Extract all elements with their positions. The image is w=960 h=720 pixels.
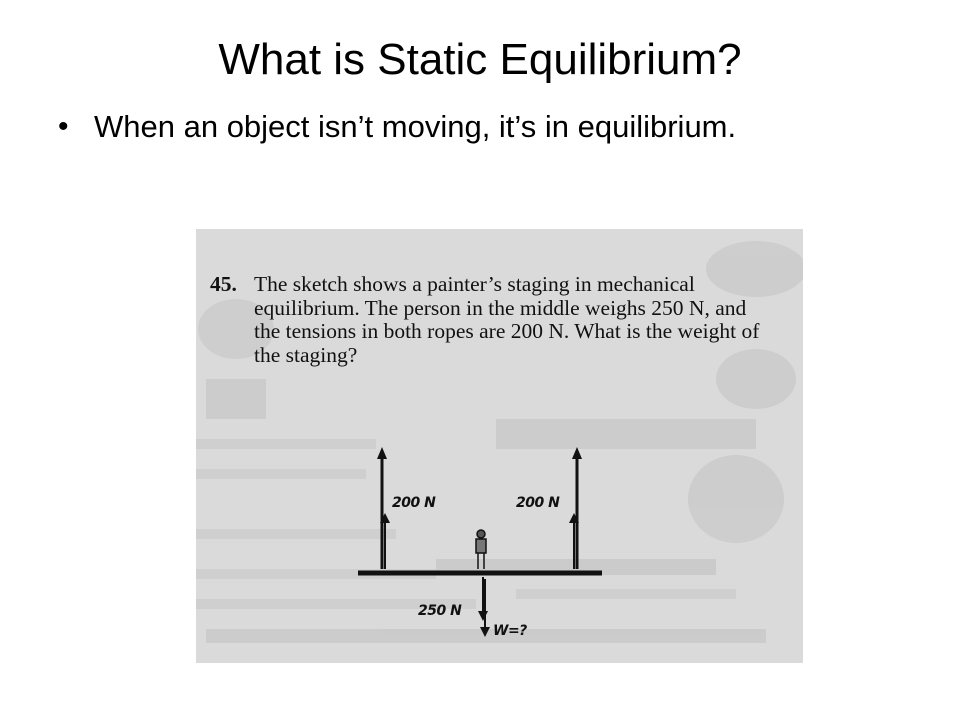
bullet-item	[52, 103, 872, 151]
left-rope-arrowhead	[377, 447, 387, 459]
problem-text: The sketch shows a painter’s staging in mechanical equilibrium. The person in the middle weighs 250 N, and the tensions in both ropes are 200 N. What is the weight of the staging?	[254, 272, 760, 367]
problem-number: 45.	[210, 272, 237, 296]
left-tension-label: 200 N	[392, 495, 436, 511]
staging-weight-label: W=?	[493, 623, 527, 639]
staging-weight-arrowhead	[480, 627, 490, 637]
staging-diagram	[196, 229, 803, 663]
bullet-text: When an object isn’t moving, it’s in equilibrium.	[94, 109, 737, 144]
painter-figure	[476, 530, 486, 569]
slide-title: What is Static Equilibrium?	[218, 35, 742, 84]
person-weight-label: 250 N	[418, 603, 462, 619]
textbook-scan-image	[196, 229, 803, 663]
person-weight-arrowhead	[478, 611, 488, 621]
right-rope-arrowhead	[572, 447, 582, 459]
right-tension-label: 200 N	[516, 495, 560, 511]
bullet-dot-icon: •	[58, 110, 69, 143]
bullet-list	[52, 103, 872, 151]
